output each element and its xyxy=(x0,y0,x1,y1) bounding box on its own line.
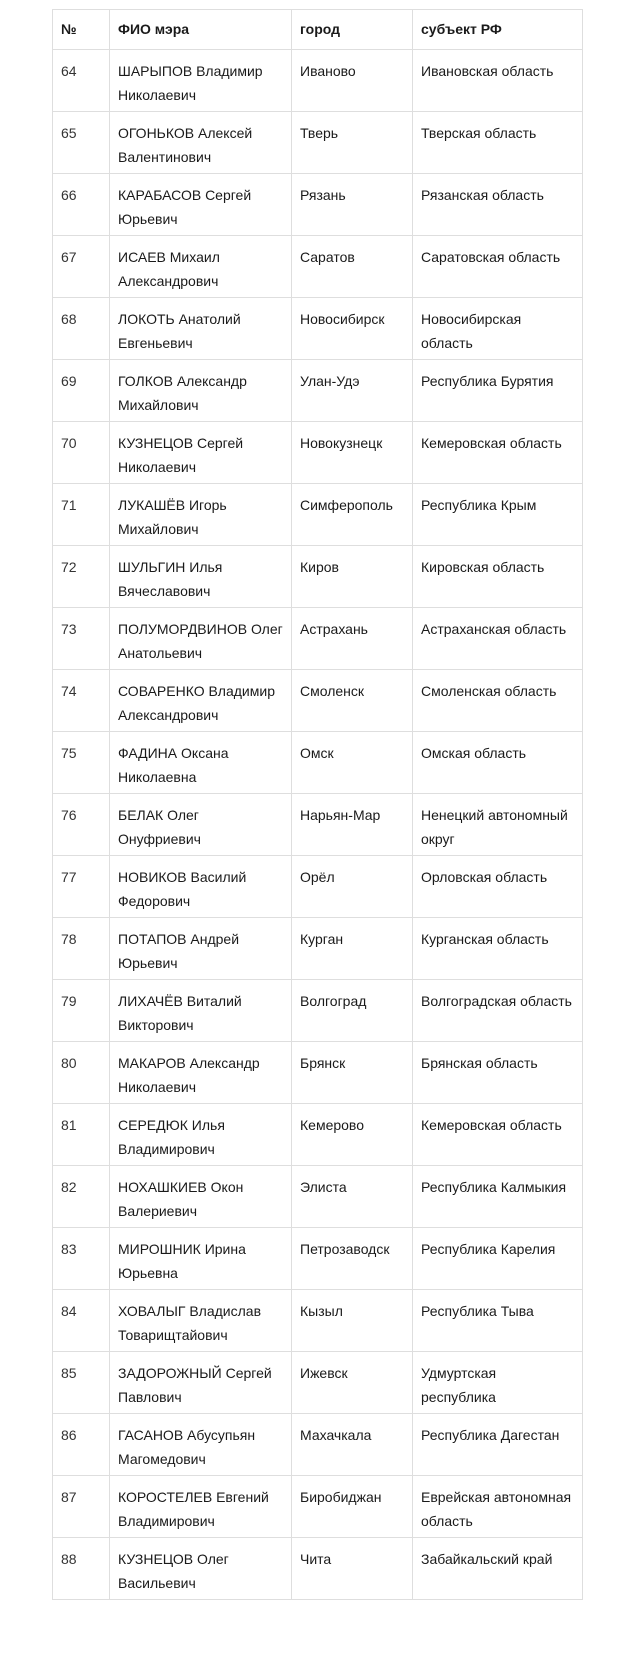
row-number: 83 xyxy=(53,1228,110,1290)
table-header xyxy=(53,10,583,50)
city-name: Волгоград xyxy=(292,980,413,1042)
mayor-name: КОРОСТЕЛЕВ Евгений Владимирович xyxy=(110,1476,292,1538)
table-row xyxy=(53,1476,583,1538)
table-row xyxy=(53,484,583,546)
table-row xyxy=(53,732,583,794)
mayor-name: ИСАЕВ Михаил Александрович xyxy=(110,236,292,298)
region-name: Омская область xyxy=(413,732,583,794)
row-number: 71 xyxy=(53,484,110,546)
region-name: Республика Калмыкия xyxy=(413,1166,583,1228)
region-name: Республика Тыва xyxy=(413,1290,583,1352)
table-row xyxy=(53,856,583,918)
mayor-name: ПОТАПОВ Андрей Юрьевич xyxy=(110,918,292,980)
mayor-name: НОВИКОВ Василий Федорович xyxy=(110,856,292,918)
mayor-name: ХОВАЛЫГ Владислав Товарищтайович xyxy=(110,1290,292,1352)
region-name: Рязанская область xyxy=(413,174,583,236)
table-row xyxy=(53,546,583,608)
row-number: 73 xyxy=(53,608,110,670)
region-name: Ивановская область xyxy=(413,50,583,112)
table-row xyxy=(53,670,583,732)
mayor-name: ШУЛЬГИН Илья Вячеславович xyxy=(110,546,292,608)
city-name: Иваново xyxy=(292,50,413,112)
row-number: 66 xyxy=(53,174,110,236)
region-name: Брянская область xyxy=(413,1042,583,1104)
city-name: Омск xyxy=(292,732,413,794)
mayor-name: ЗАДОРОЖНЫЙ Сергей Павлович xyxy=(110,1352,292,1414)
mayor-name: БЕЛАК Олег Онуфриевич xyxy=(110,794,292,856)
table-row xyxy=(53,1228,583,1290)
row-number: 67 xyxy=(53,236,110,298)
region-name: Забайкальский край xyxy=(413,1538,583,1600)
header-city: город xyxy=(292,10,413,50)
region-name: Еврейская автономная область xyxy=(413,1476,583,1538)
row-number: 76 xyxy=(53,794,110,856)
mayor-name: НОХАШКИЕВ Окон Валериевич xyxy=(110,1166,292,1228)
table-row xyxy=(53,112,583,174)
row-number: 69 xyxy=(53,360,110,422)
city-name: Курган xyxy=(292,918,413,980)
region-name: Республика Крым xyxy=(413,484,583,546)
region-name: Ненецкий автономный округ xyxy=(413,794,583,856)
row-number: 70 xyxy=(53,422,110,484)
mayor-name: ГАСАНОВ Абусупьян Магомедович xyxy=(110,1414,292,1476)
city-name: Рязань xyxy=(292,174,413,236)
city-name: Тверь xyxy=(292,112,413,174)
table-row xyxy=(53,174,583,236)
mayor-name: ЛУКАШЁВ Игорь Михайлович xyxy=(110,484,292,546)
city-name: Астрахань xyxy=(292,608,413,670)
row-number: 86 xyxy=(53,1414,110,1476)
city-name: Смоленск xyxy=(292,670,413,732)
region-name: Волгоградская область xyxy=(413,980,583,1042)
mayor-name: КУЗНЕЦОВ Сергей Николаевич xyxy=(110,422,292,484)
row-number: 85 xyxy=(53,1352,110,1414)
city-name: Орёл xyxy=(292,856,413,918)
row-number: 72 xyxy=(53,546,110,608)
header-row xyxy=(53,10,583,50)
city-name: Кемерово xyxy=(292,1104,413,1166)
row-number: 77 xyxy=(53,856,110,918)
region-name: Орловская область xyxy=(413,856,583,918)
row-number: 74 xyxy=(53,670,110,732)
table-row xyxy=(53,1414,583,1476)
table-row xyxy=(53,1166,583,1228)
row-number: 75 xyxy=(53,732,110,794)
mayor-name: КАРАБАСОВ Сергей Юрьевич xyxy=(110,174,292,236)
city-name: Кызыл xyxy=(292,1290,413,1352)
region-name: Кемеровская область xyxy=(413,1104,583,1166)
region-name: Смоленская область xyxy=(413,670,583,732)
mayor-name: ГОЛКОВ Александр Михайлович xyxy=(110,360,292,422)
city-name: Элиста xyxy=(292,1166,413,1228)
city-name: Киров xyxy=(292,546,413,608)
mayor-name: ПОЛУМОРДВИНОВ Олег Анатольевич xyxy=(110,608,292,670)
table-row xyxy=(53,608,583,670)
region-name: Тверская область xyxy=(413,112,583,174)
mayor-name: ЛОКОТЬ Анатолий Евгеньевич xyxy=(110,298,292,360)
table-row xyxy=(53,794,583,856)
mayor-name: МАКАРОВ Александр Николаевич xyxy=(110,1042,292,1104)
table-row xyxy=(53,50,583,112)
city-name: Махачкала xyxy=(292,1414,413,1476)
city-name: Брянск xyxy=(292,1042,413,1104)
region-name: Республика Карелия xyxy=(413,1228,583,1290)
region-name: Кировская область xyxy=(413,546,583,608)
mayor-name: КУЗНЕЦОВ Олег Васильевич xyxy=(110,1538,292,1600)
mayor-name: ШАРЫПОВ Владимир Николаевич xyxy=(110,50,292,112)
city-name: Симферополь xyxy=(292,484,413,546)
table-row xyxy=(53,236,583,298)
header-region: субъект РФ xyxy=(413,10,583,50)
mayor-name: ФАДИНА Оксана Николаевна xyxy=(110,732,292,794)
row-number: 81 xyxy=(53,1104,110,1166)
city-name: Саратов xyxy=(292,236,413,298)
row-number: 87 xyxy=(53,1476,110,1538)
mayor-name: ЛИХАЧЁВ Виталий Викторович xyxy=(110,980,292,1042)
region-name: Астраханская область xyxy=(413,608,583,670)
row-number: 82 xyxy=(53,1166,110,1228)
city-name: Новокузнецк xyxy=(292,422,413,484)
table-row xyxy=(53,1042,583,1104)
row-number: 84 xyxy=(53,1290,110,1352)
table-row xyxy=(53,1352,583,1414)
region-name: Новосибирская область xyxy=(413,298,583,360)
row-number: 68 xyxy=(53,298,110,360)
header-number: № xyxy=(53,10,110,50)
table-row xyxy=(53,422,583,484)
region-name: Удмуртская республика xyxy=(413,1352,583,1414)
city-name: Чита xyxy=(292,1538,413,1600)
table-row xyxy=(53,360,583,422)
row-number: 88 xyxy=(53,1538,110,1600)
mayor-name: ОГОНЬКОВ Алексей Валентинович xyxy=(110,112,292,174)
mayor-name: СЕРЕДЮК Илья Владимирович xyxy=(110,1104,292,1166)
row-number: 80 xyxy=(53,1042,110,1104)
table-body xyxy=(53,50,583,1600)
table-row xyxy=(53,1290,583,1352)
table-row xyxy=(53,1538,583,1600)
region-name: Республика Бурятия xyxy=(413,360,583,422)
mayor-name: СОВАРЕНКО Владимир Александрович xyxy=(110,670,292,732)
table-row xyxy=(53,298,583,360)
table-row xyxy=(53,1104,583,1166)
table-row xyxy=(53,980,583,1042)
city-name: Улан-Удэ xyxy=(292,360,413,422)
city-name: Нарьян-Мар xyxy=(292,794,413,856)
row-number: 64 xyxy=(53,50,110,112)
table-row xyxy=(53,918,583,980)
mayor-name: МИРОШНИК Ирина Юрьевна xyxy=(110,1228,292,1290)
mayors-table xyxy=(52,9,583,1600)
header-mayor-name: ФИО мэра xyxy=(110,10,292,50)
row-number: 65 xyxy=(53,112,110,174)
row-number: 79 xyxy=(53,980,110,1042)
region-name: Кемеровская область xyxy=(413,422,583,484)
city-name: Ижевск xyxy=(292,1352,413,1414)
city-name: Биробиджан xyxy=(292,1476,413,1538)
city-name: Петрозаводск xyxy=(292,1228,413,1290)
region-name: Республика Дагестан xyxy=(413,1414,583,1476)
region-name: Курганская область xyxy=(413,918,583,980)
row-number: 78 xyxy=(53,918,110,980)
mayors-table-container xyxy=(52,9,582,1600)
city-name: Новосибирск xyxy=(292,298,413,360)
region-name: Саратовская область xyxy=(413,236,583,298)
